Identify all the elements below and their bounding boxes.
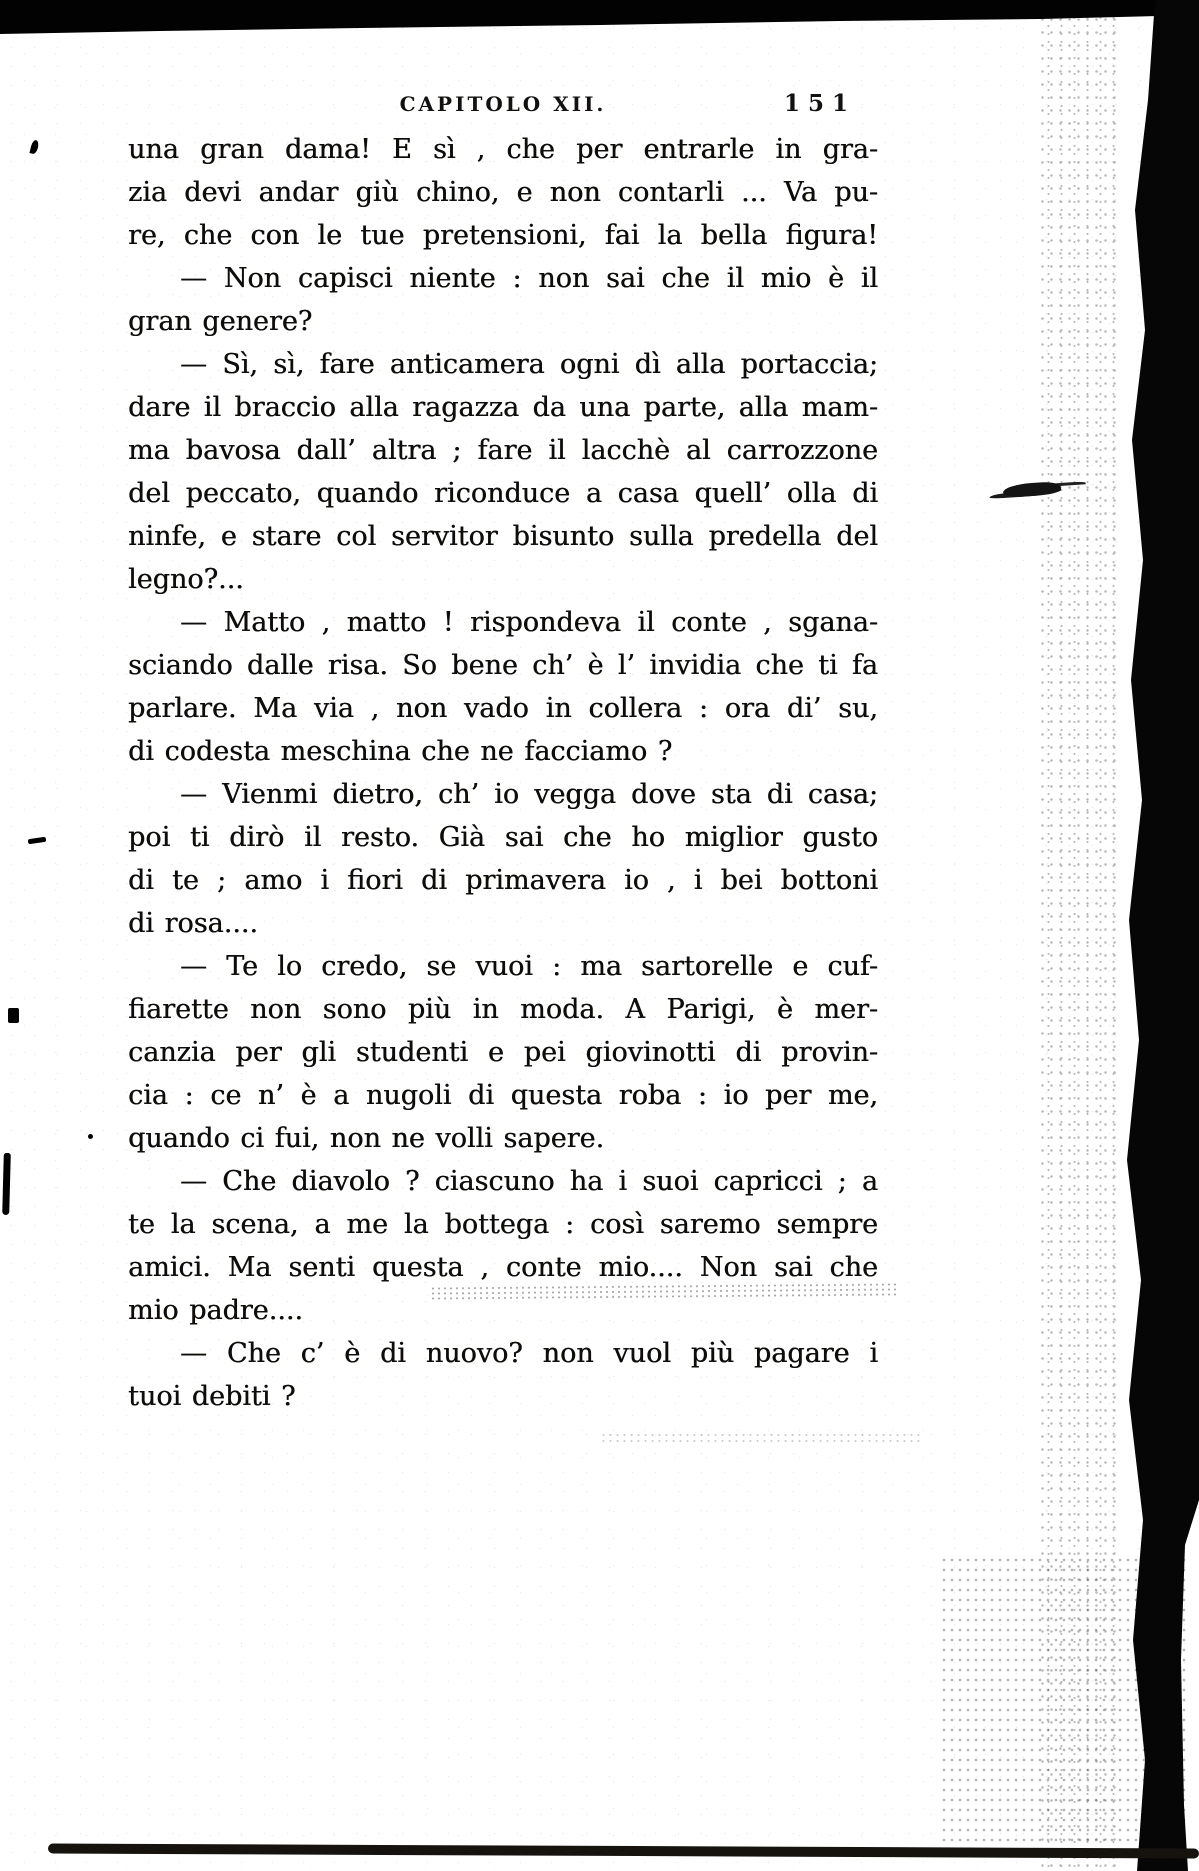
text-line: — Che diavolo ? ciascuno ha i suoi capricci ; a	[180, 1166, 878, 1197]
text-line: ma bavosa dall’ altra ; fare il lacchè al carrozzone	[128, 435, 878, 466]
scan-bottom-edge	[48, 1843, 1199, 1858]
text-line: canzia per gli studenti e pei giovinotti di provin-	[128, 1037, 878, 1068]
text-line: di codesta meschina che ne facciamo ?	[128, 736, 673, 767]
ink-dot-left-margin	[88, 1134, 93, 1139]
ink-smear-bottom	[600, 1432, 920, 1446]
text-line: zia devi andar giù chino, e non contarli ... Va pu-	[128, 177, 878, 208]
text-line: tuoi debiti ?	[128, 1381, 296, 1412]
text-line: di rosa....	[128, 908, 258, 939]
scan-gutter-noise	[1038, 0, 1116, 1871]
page-number: 151	[783, 90, 856, 117]
text-line: poi ti dirò il resto. Già sai che ho miglior gusto	[128, 822, 878, 853]
text-line: fiarette non sono più in moda. A Parigi, è mer-	[128, 994, 878, 1025]
text-line: — Vienmi dietro, ch’ io vegga dove sta di casa;	[180, 779, 878, 810]
text-line: cia : ce n’ è a nugoli di questa roba : io per me,	[128, 1080, 878, 1111]
ink-smudge-right-margin	[1003, 481, 1062, 498]
text-line: dare il braccio alla ragazza da una parte, alla mam-	[128, 392, 878, 423]
text-line: legno?...	[128, 564, 244, 595]
text-line: del peccato, quando riconduce a casa quell’ olla di	[128, 478, 878, 509]
body-text	[128, 128, 878, 1418]
text-line: gran genere?	[128, 306, 313, 337]
text-line: — Matto , matto ! rispondeva il conte , sgana-	[180, 607, 878, 638]
text-line: parlare. Ma via , non vado in collera : ora di’ su,	[128, 693, 878, 724]
text-line: ninfe, e stare col servitor bisunto sulla predella del	[128, 521, 878, 552]
ink-dash-left-margin	[28, 837, 47, 844]
chapter-title: CAPITOLO XII.	[399, 92, 607, 116]
scan-top-edge	[0, 0, 1199, 36]
text-line: re, che con le tue pretensioni, fai la bella figura!	[128, 220, 878, 251]
ink-bar-left-margin	[2, 1153, 11, 1215]
text-line: — Che c’ è di nuovo? non vuol più pagare i	[180, 1338, 878, 1369]
text-line: sciando dalle risa. So bene ch’ è l’ invidia che ti fa	[128, 650, 878, 681]
ink-speck-left-margin	[29, 139, 39, 154]
text-line: di te ; amo i fiori di primavera io , i bei bottoni	[128, 865, 878, 896]
ink-blot-left-margin	[8, 1008, 19, 1023]
scan-right-gutter-band	[1085, 0, 1199, 1871]
text-line: mio padre....	[128, 1295, 303, 1326]
text-line: te la scena, a me la bottega : così saremo sempre	[128, 1209, 878, 1240]
text-line: — Sì, sì, fare anticamera ogni dì alla portaccia;	[180, 349, 878, 380]
text-line: — Te lo credo, se vuoi : ma sartorelle e cuf-	[180, 951, 878, 982]
text-line: una gran dama! E sì , che per entrarle in gra-	[128, 134, 878, 165]
text-line: amici. Ma senti questa , conte mio.... Non sai che	[128, 1252, 878, 1283]
text-line: — Non capisci niente : non sai che il mio è il	[180, 263, 878, 294]
text-line: quando ci fui, non ne volli sapere.	[128, 1123, 605, 1154]
page-header	[128, 92, 878, 126]
